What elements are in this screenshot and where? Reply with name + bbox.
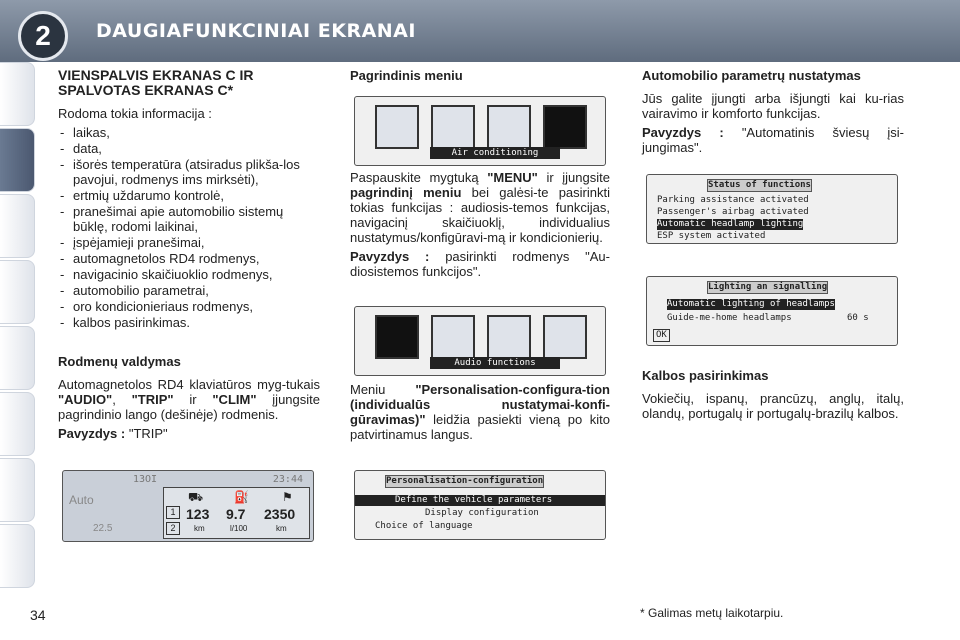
language-section <box>642 368 904 425</box>
trip-display-screen <box>62 470 314 542</box>
page-title: DAUGIAFUNKCINIAI EKRANAI <box>96 20 416 42</box>
chapter-tabs <box>0 62 44 582</box>
list-item: - kalbos pasirinkimas. <box>58 315 320 330</box>
chapter-tab-active[interactable] <box>0 128 35 192</box>
menu-row[interactable]: Choice of language <box>375 521 473 531</box>
info-list <box>58 125 320 330</box>
trip-button-2[interactable]: 2 <box>166 522 180 535</box>
chapter-badge: 2 <box>18 11 68 61</box>
page-number: 34 <box>30 607 46 623</box>
key-audio: "AUDIO" <box>58 392 113 407</box>
trip-value-3: 2350 <box>264 506 296 522</box>
display-control-section: Rodmenų valdymas Automagnetolos RD4 klaviatūros myg-tukais "AUDIO", "TRIP" ir "CLIM" įjungsite pagrindinio lango (dešinėje) rodmenis. Pavyzdys : "TRIP" <box>58 354 320 441</box>
list-item: - oro kondicionieriaus rodmenys, <box>58 299 320 314</box>
chapter-tab[interactable] <box>0 260 35 324</box>
screen-title: Personalisation-configuration <box>386 476 544 486</box>
body-text: ir įjungsite <box>546 170 610 185</box>
trip-clock: 23:44 <box>272 474 303 485</box>
chapter-tab[interactable] <box>0 392 35 456</box>
chapter-tab[interactable] <box>0 326 35 390</box>
list-item: - įspėjamieji pranešimai, <box>58 235 320 250</box>
list-item: - automobilio parametrai, <box>58 283 320 298</box>
trip-top-left: 13OI <box>133 474 158 485</box>
example-value: pasirinkti rodmenys "Au-diosistemos funkcijos". <box>350 249 610 279</box>
status-row: Parking assistance activated <box>657 195 809 205</box>
key-menu: "MENU" <box>487 170 538 185</box>
body-text: Vokiečių, ispanų, prancūzų, anglų, italų, olandų, portugalų ir portugalų-brazilų kalbos. <box>642 391 904 421</box>
body-text: Automagnetolos RD4 klaviatūros myg-tukais <box>58 377 320 392</box>
trip-button-1[interactable]: 1 <box>166 506 180 519</box>
audio-menu-screen <box>354 306 606 376</box>
trip-panel <box>163 487 310 539</box>
key-trip: "TRIP" <box>131 392 174 407</box>
flag-icon: ⚑ <box>282 490 293 504</box>
lighting-option[interactable]: Guide-me-home headlamps <box>667 313 792 323</box>
menu-row-selected[interactable]: Define the vehicle parameters <box>355 495 605 506</box>
settings-icon <box>487 315 531 359</box>
main-menu-term: pagrindinį meniu <box>350 185 462 200</box>
personalisation-text <box>350 382 610 446</box>
navigation-icon <box>431 105 475 149</box>
example-value: "Automatinis šviesų įsi-jungimas". <box>642 125 905 155</box>
list-item: - data, <box>58 141 320 156</box>
navigation-icon <box>431 315 475 359</box>
audio-icon <box>375 105 419 149</box>
list-item: - ertmių uždarumo kontrolė, <box>58 188 320 203</box>
example-label: Pavyzdys : <box>350 249 430 264</box>
trip-value-1: 123 <box>186 506 210 522</box>
body-text: leidžia pasiekti vieną po kito patvirtinamus langus. <box>350 412 610 442</box>
key-clim: "CLIM" <box>212 392 257 407</box>
lighting-value: 60 s <box>847 313 869 323</box>
ok-button[interactable]: OK <box>653 329 670 342</box>
section-title: Rodmenų valdymas <box>58 354 181 369</box>
body-text: Meniu <box>350 382 386 397</box>
section-title: VIENSPALVIS EKRANAS C IR SPALVOTAS EKRANAS C* <box>58 67 254 98</box>
personalisation-term: "Personalisation-configura-tion (individualūs nustatymai-konfi-gūravimas)" <box>350 382 610 427</box>
chapter-tab[interactable] <box>0 62 35 126</box>
menu-row[interactable]: Display configuration <box>425 508 539 518</box>
air-conditioning-icon <box>543 105 587 149</box>
lighting-screen <box>646 276 898 346</box>
trip-unit-3: km <box>276 524 287 533</box>
main-menu-screen <box>354 96 606 166</box>
section-title: Pagrindinis meniu <box>350 68 463 83</box>
intro-text: Rodoma tokia informacija : <box>58 106 212 121</box>
example-label: Pavyzdys : <box>58 426 126 441</box>
audio-icon <box>375 315 419 359</box>
personalisation-screen <box>354 470 606 540</box>
example-value: "TRIP" <box>128 426 168 441</box>
header-bar <box>0 0 960 62</box>
screen-label: Air conditioning <box>430 147 560 159</box>
footnote: * Galimas metų laikotarpiu. <box>640 606 784 620</box>
screen-title: Status of functions <box>708 180 811 190</box>
fuel-icon: ⛽ <box>234 490 249 504</box>
section-title: Kalbos pasirinkimas <box>642 368 769 383</box>
lighting-option[interactable]: Automatic lighting of headlamps <box>667 299 835 309</box>
column-left <box>58 68 320 331</box>
trip-unit-2: l/100 <box>230 524 248 533</box>
car-icon: ⛟ <box>188 490 204 504</box>
status-row-selected[interactable]: Automatic headlamp lighting <box>657 219 804 229</box>
chapter-tab[interactable] <box>0 194 35 258</box>
list-item: - laikas, <box>58 125 320 140</box>
example-label: Pavyzdys : <box>642 125 724 140</box>
settings-icon <box>487 105 531 149</box>
trip-mode: Auto <box>69 493 94 507</box>
trip-value-2: 9.7 <box>226 506 246 522</box>
status-row: ESP system activated <box>657 231 766 241</box>
chapter-tab[interactable] <box>0 458 35 522</box>
list-item: - išorės temperatūra (atsiradus plikša-los pavojui, rodmenys ims mirksėti), <box>58 157 320 187</box>
body-text: Paspauskite mygtuką <box>350 170 479 185</box>
list-item: - navigacinio skaičiuoklio rodmenys, <box>58 267 320 282</box>
air-conditioning-icon <box>543 315 587 359</box>
section-title: Automobilio parametrų nustatymas <box>642 68 861 83</box>
list-item: - automagnetolos RD4 rodmenys, <box>58 251 320 266</box>
main-menu-text <box>350 170 610 283</box>
body-text: bei galėsi-te pasirinkti tokias funkcijas : audiosis-temos funkcijas, navigacinį skaičiuoklį, individualius nustatymus/konfigūravi-mą ir kondicionierių. <box>350 185 610 245</box>
chapter-tab[interactable] <box>0 524 35 588</box>
trip-temperature: 22.5 <box>93 523 113 534</box>
body-text: Jūs galite įjungti arba išjungti kai ku-rias vairavimo ir komforto funkcijas. <box>642 91 904 121</box>
screen-title: Lighting an signalling <box>708 282 828 292</box>
column-middle <box>350 68 610 91</box>
screen-label: Audio functions <box>430 357 560 369</box>
status-row: Passenger's airbag activated <box>657 207 809 217</box>
trip-unit-1: km <box>194 524 205 533</box>
status-of-functions-screen <box>646 174 898 244</box>
column-right <box>642 68 904 159</box>
conjunction: ir <box>189 392 197 407</box>
list-item: - pranešimai apie automobilio sistemų būklę, rodomi laikinai, <box>58 204 320 234</box>
body-text: įjungsite pagrindinio lango (dešinėje) rodmenis. <box>58 392 320 422</box>
